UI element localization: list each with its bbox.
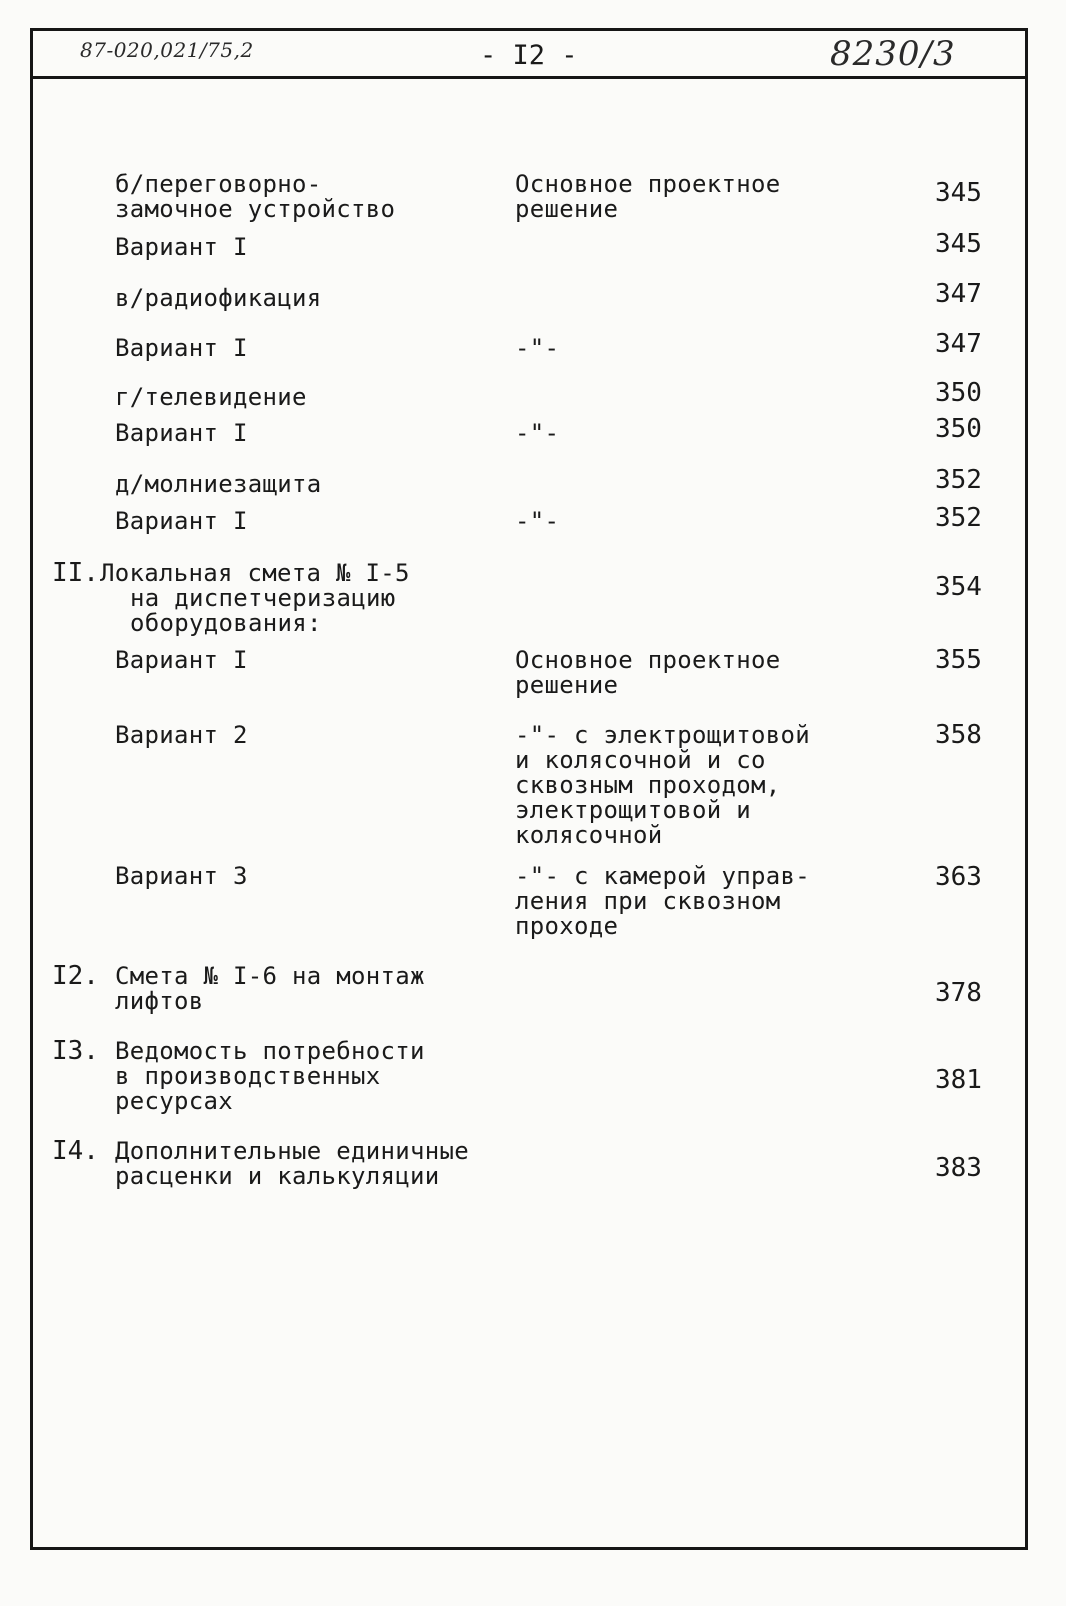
entry-description-line: электрощитовой и	[515, 796, 751, 824]
entry-title-line: лифтов	[115, 987, 204, 1015]
entry-title-line: Вариант I	[115, 507, 248, 535]
entry-description-line: колясочной	[515, 821, 663, 849]
entry-page-number: 354	[935, 572, 982, 602]
entry-page-number: 347	[935, 279, 982, 309]
entry-page-number: 383	[935, 1153, 982, 1183]
section-number: I3.	[52, 1036, 99, 1066]
entry-page-number: 358	[935, 720, 982, 750]
entry-title-line: б/переговорно-	[115, 170, 322, 198]
entry-description-line: решение	[515, 195, 619, 223]
entry-description-line: Основное проектное	[515, 646, 781, 674]
entry-page-number: 345	[935, 178, 982, 208]
section-number: I2.	[52, 961, 99, 991]
entry-title-line: Локальная смета № I-5	[100, 559, 410, 587]
entry-title-line: Вариант I	[115, 334, 248, 362]
handwritten-reference-note: 87-020,021/75,2	[80, 38, 254, 62]
entry-title-line: расценки и калькуляции	[115, 1162, 440, 1190]
entry-title-line: ресурсах	[115, 1087, 233, 1115]
ditto-mark: -"-	[515, 507, 560, 535]
entry-title-line: Вариант 2	[115, 721, 248, 749]
entry-title-line: в производственных	[115, 1062, 381, 1090]
entry-title-line: Вариант I	[115, 233, 248, 261]
ditto-mark: -"-	[515, 334, 560, 362]
entry-description-line: решение	[515, 671, 619, 699]
section-number: I4.	[52, 1136, 99, 1166]
entry-page-number: 352	[935, 503, 982, 533]
entry-description-line: и колясочной и со	[515, 746, 766, 774]
entry-title-line: Смета № I-6 на монтаж	[115, 962, 425, 990]
entry-description-line: -"- с электрощитовой	[515, 721, 810, 749]
entry-title-line: Ведомость потребности	[115, 1037, 425, 1065]
page-number: - I2 -	[480, 40, 578, 71]
section-number: II.	[52, 558, 99, 588]
entry-description-line: ления при сквозном	[515, 887, 781, 915]
entry-title-line: Вариант I	[115, 646, 248, 674]
entry-title-line: замочное устройство	[115, 195, 396, 223]
header-divider	[30, 76, 1028, 79]
entry-title-line: Вариант 3	[115, 862, 248, 890]
ditto-mark: -"-	[515, 419, 560, 447]
entry-page-number: 345	[935, 229, 982, 259]
entry-page-number: 363	[935, 862, 982, 892]
entry-page-number: 381	[935, 1065, 982, 1095]
entry-title-line: Дополнительные единичные	[115, 1137, 469, 1165]
entry-page-number: 355	[935, 645, 982, 675]
entry-title-line: г/телевидение	[115, 383, 307, 411]
entry-title-line: оборудования:	[130, 609, 322, 637]
entry-page-number: 350	[935, 414, 982, 444]
entry-title-line: в/радиофикация	[115, 284, 322, 312]
entry-description-line: Основное проектное	[515, 170, 781, 198]
entry-page-number: 378	[935, 978, 982, 1008]
entry-title-line: д/молниезащита	[115, 470, 322, 498]
entry-title-line: Вариант I	[115, 419, 248, 447]
entry-page-number: 347	[935, 329, 982, 359]
entry-description-line: -"- с камерой управ-	[515, 862, 810, 890]
entry-title-line: на диспетчеризацию	[130, 584, 396, 612]
entry-page-number: 352	[935, 465, 982, 495]
entry-page-number: 350	[935, 378, 982, 408]
entry-description-line: сквозным проходом,	[515, 771, 781, 799]
handwritten-document-number: 8230/3	[830, 34, 956, 74]
entry-description-line: проходе	[515, 912, 619, 940]
